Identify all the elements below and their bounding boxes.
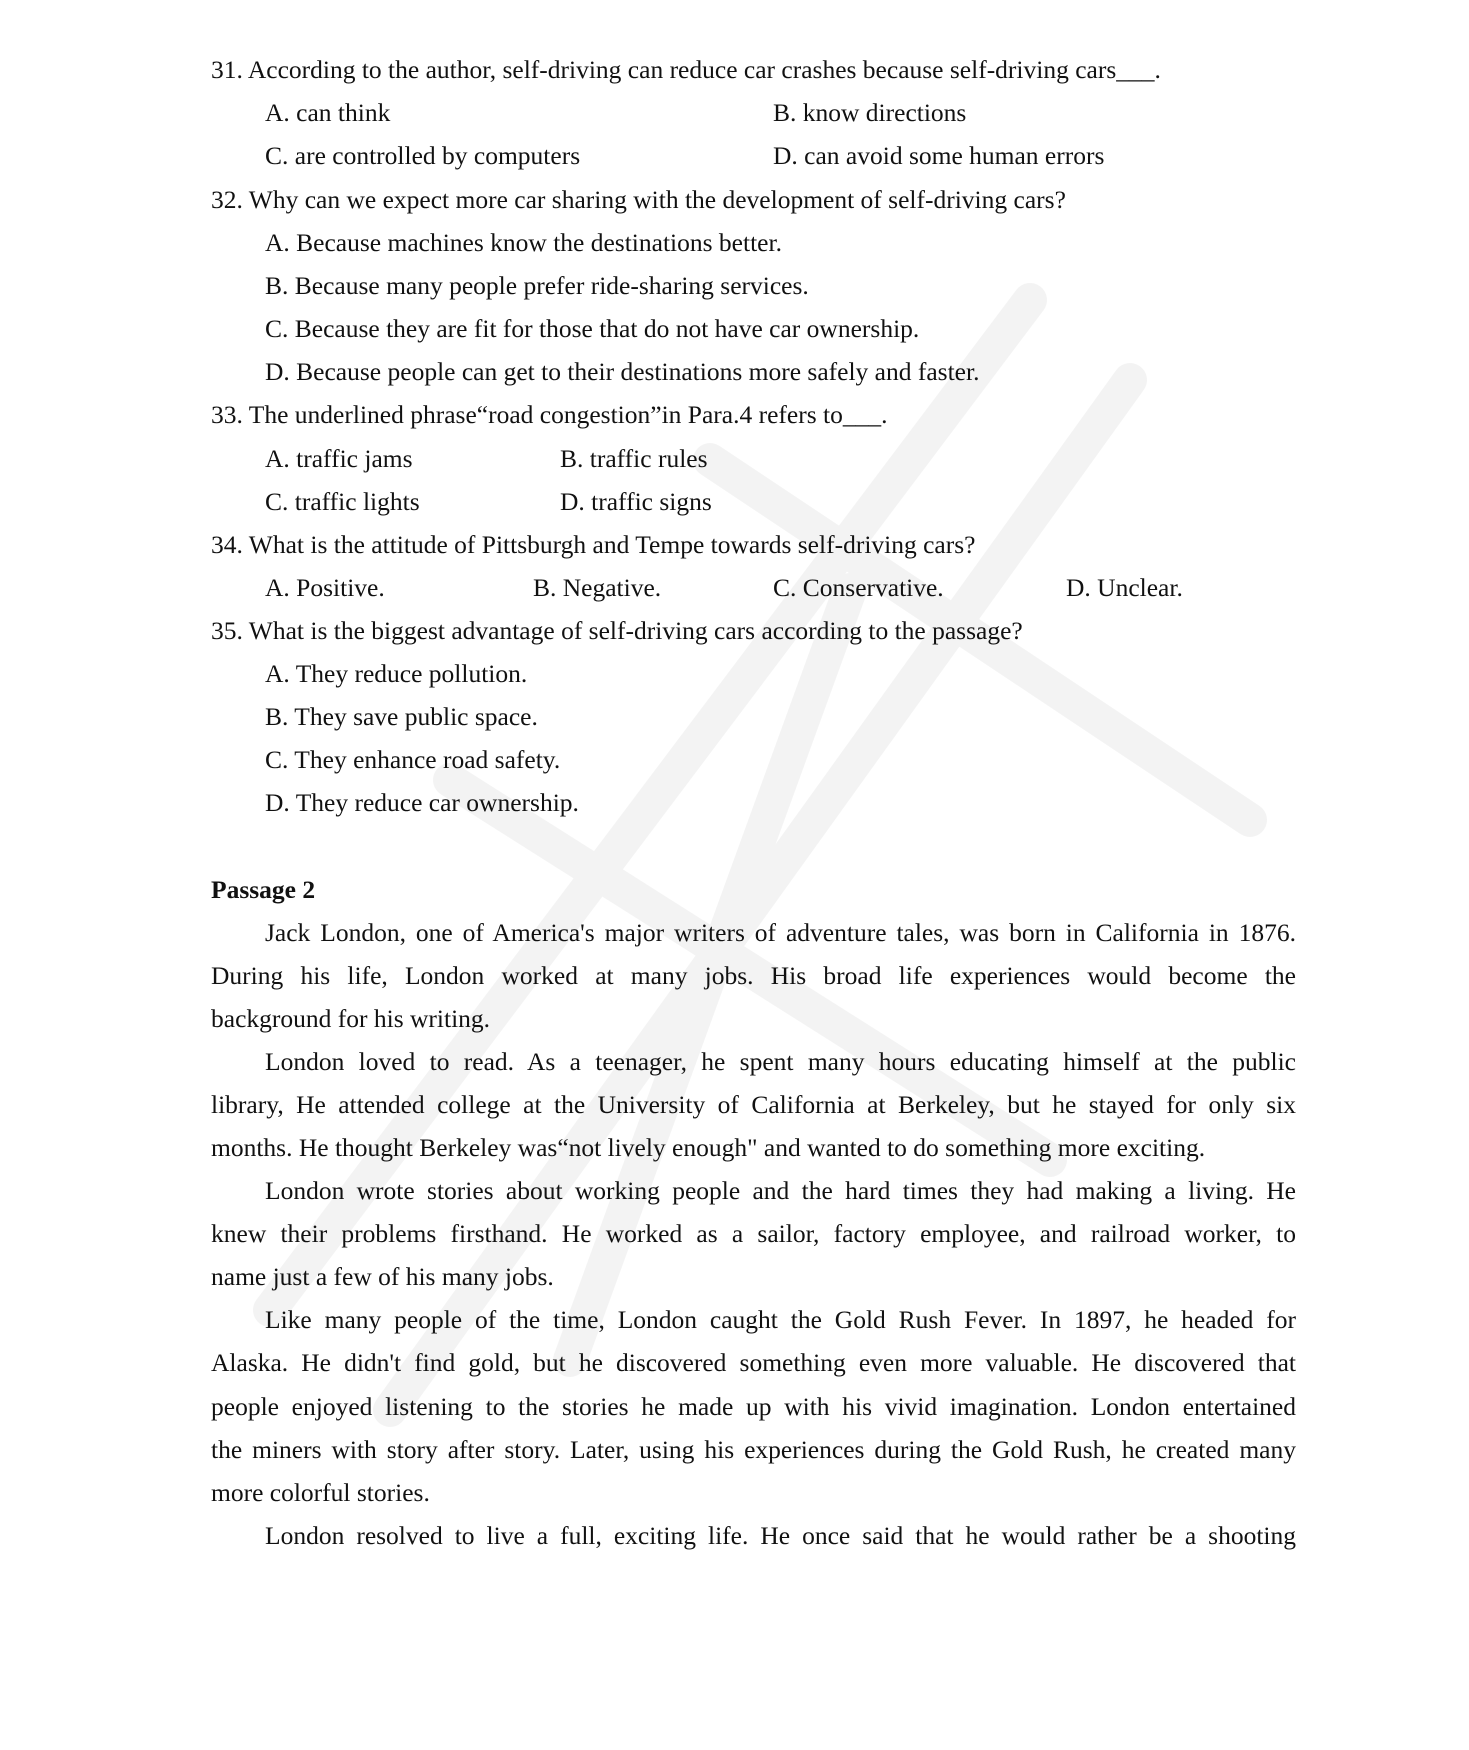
q32-option-b: B. Because many people prefer ride-sharing services. [265, 271, 809, 300]
question-31-stem: 31. According to the author, self-driving can reduce car crashes because self-driving cars___. [211, 55, 1161, 84]
passage-line: knew their problems firsthand. He worked as a sailor, factory employee, and railroad worker, to [211, 1219, 1296, 1248]
q35-option-c: C. They enhance road safety. [265, 745, 561, 774]
passage-line: During his life, London worked at many jobs. His broad life experiences would become the [211, 961, 1296, 990]
passage-line: London loved to read. As a teenager, he spent many hours educating himself at the public [265, 1047, 1296, 1076]
passage-line: Like many people of the time, London caught the Gold Rush Fever. In 1897, he headed for [265, 1305, 1296, 1334]
q31-option-b: B. know directions [773, 98, 967, 127]
passage-line: London resolved to live a full, exciting life. He once said that he would rather be a shooting [265, 1521, 1296, 1550]
q34-option-c: C. Conservative. [773, 573, 944, 602]
q33-option-b: B. traffic rules [560, 444, 708, 473]
passage-line: name just a few of his many jobs. [211, 1262, 554, 1291]
q35-option-d: D. They reduce car ownership. [265, 788, 579, 817]
passage-heading: Passage 2 [211, 875, 316, 904]
q32-option-d: D. Because people can get to their destinations more safely and faster. [265, 357, 980, 386]
passage-line: background for his writing. [211, 1004, 491, 1033]
q33-option-c: C. traffic lights [265, 487, 420, 516]
q33-option-d: D. traffic signs [560, 487, 712, 516]
question-35-stem: 35. What is the biggest advantage of self-driving cars according to the passage? [211, 616, 1023, 645]
question-32-stem: 32. Why can we expect more car sharing with the development of self-driving cars? [211, 185, 1066, 214]
passage-line: Jack London, one of America's major writers of adventure tales, was born in California in 1876. [265, 918, 1296, 947]
q31-option-a: A. can think [265, 98, 391, 127]
q34-option-a: A. Positive. [265, 573, 385, 602]
passage-line: months. He thought Berkeley was“not lively enough" and wanted to do something more exciting. [211, 1133, 1206, 1162]
q34-option-b: B. Negative. [533, 573, 662, 602]
passage-line: Alaska. He didn't find gold, but he discovered something even more valuable. He discovered that [211, 1348, 1296, 1377]
q32-option-a: A. Because machines know the destinations better. [265, 228, 782, 257]
passage-line: the miners with story after story. Later, using his experiences during the Gold Rush, he created many [211, 1435, 1296, 1464]
q32-option-c: C. Because they are fit for those that do not have car ownership. [265, 314, 920, 343]
q35-option-a: A. They reduce pollution. [265, 659, 528, 688]
passage-line: more colorful stories. [211, 1478, 430, 1507]
question-33-stem: 33. The underlined phrase“road congestion”in Para.4 refers to___. [211, 400, 888, 429]
q34-option-d: D. Unclear. [1066, 573, 1183, 602]
q31-option-d: D. can avoid some human errors [773, 141, 1105, 170]
passage-line: London wrote stories about working people and the hard times they had making a living. He [265, 1176, 1296, 1205]
question-34-stem: 34. What is the attitude of Pittsburgh and Tempe towards self-driving cars? [211, 530, 976, 559]
passage-line: library, He attended college at the University of California at Berkeley, but he stayed for only six [211, 1090, 1296, 1119]
passage-line: people enjoyed listening to the stories he made up with his vivid imagination. London entertained [211, 1392, 1296, 1421]
q33-option-a: A. traffic jams [265, 444, 413, 473]
q31-option-c: C. are controlled by computers [265, 141, 581, 170]
q35-option-b: B. They save public space. [265, 702, 538, 731]
